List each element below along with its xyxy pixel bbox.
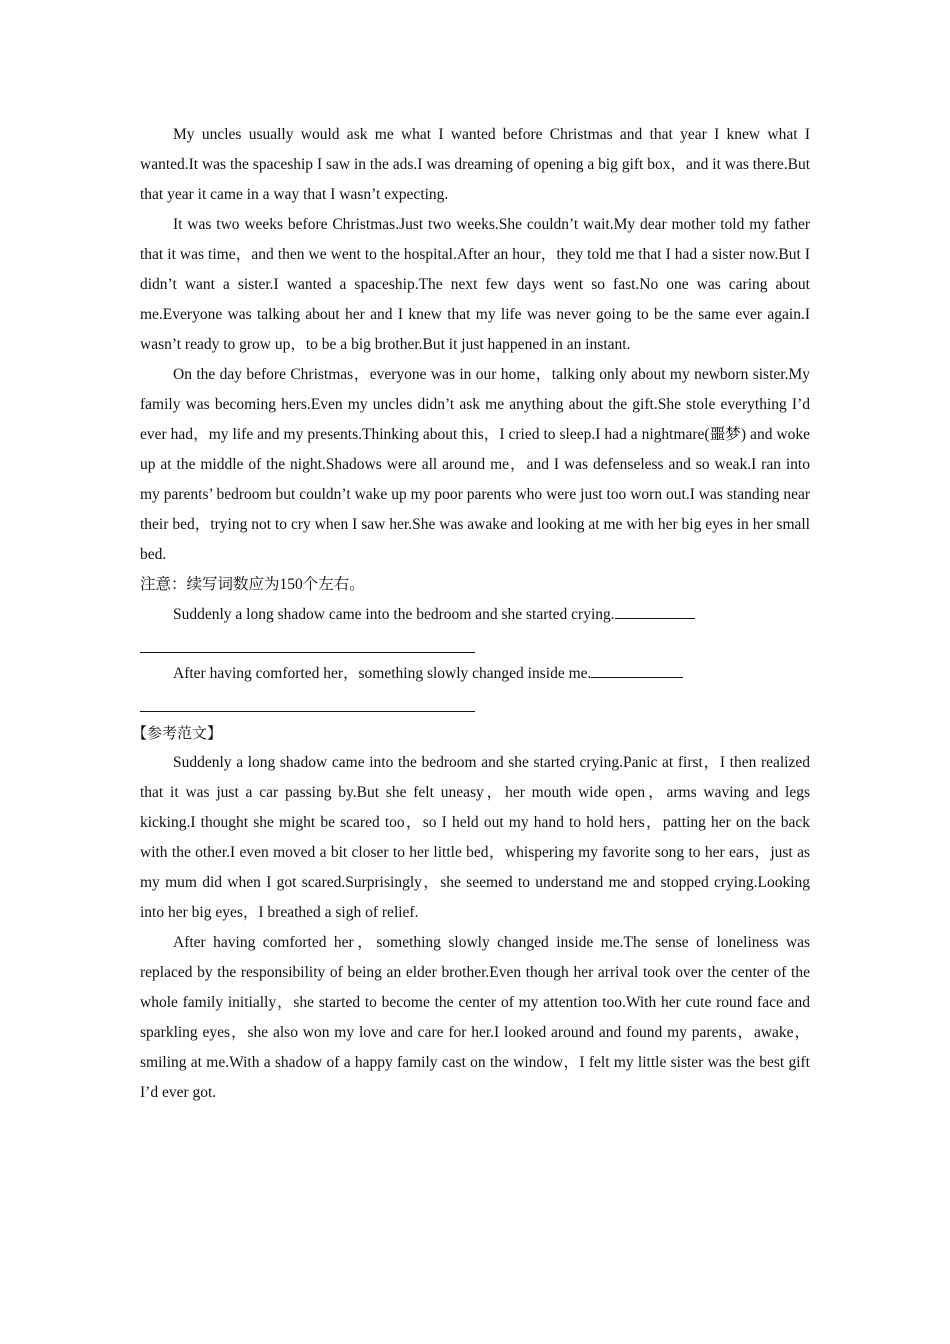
answer-blank-2 — [591, 663, 683, 678]
prompt-1-text: Suddenly a long shadow came into the bedroom and she started crying. — [173, 606, 615, 623]
document-page — [132, 120, 810, 1108]
answer-blank-1 — [615, 604, 695, 619]
reference-heading: 【参考范文】 — [132, 724, 223, 742]
prompt-2-text: After having comforted her，something slowly changed inside me. — [173, 665, 592, 682]
story-paragraph-1: My uncles usually would ask me what I wanted before Christmas and that year I knew what I wanted.It was the spaceship I saw in the ads.I was dreaming of opening a big gift box，and it was there.But that year it came in a way that I wasn’t expecting. — [140, 126, 810, 203]
story-paragraph-3: On the day before Christmas，everyone was in our home，talking only about my newborn sister.My family was becoming hers.Even my uncles didn’t ask me anything about the gift.She stole everything I’d ever had，my life and my presents.Thinking about this，I cried to sleep.I had a nightmare(噩梦) and woke up at the middle of the night.Shadows were all around me，and I was defenseless and so weak.I ran into my parents’ bedroom but couldn’t wake up my poor parents who were just too worn out.I was standing near their bed，trying not to cry when I saw her.She was awake and looking at me with her big eyes in her small bed. — [140, 366, 810, 563]
word-count-note: 注意：续写词数应为150个左右。 — [140, 576, 365, 593]
reference-paragraph-2: After having comforted her，something slowly changed inside me.The sense of loneliness was replaced by the responsibility of being an elder brother.Even though her arrival took over the center of the whole family initially，she started to become the center of my attention too.With her cute round face and sparkling eyes，she also won my love and care for her.I looked around and found my parents，awake，smiling at me.With a shadow of a happy family cast on the window，I felt my little sister was the best gift I’d ever got. — [140, 934, 810, 1101]
continuation-prompt-2 — [140, 659, 810, 689]
continuation-prompt-1 — [140, 600, 810, 630]
story-paragraph-2: It was two weeks before Christmas.Just two weeks.She couldn’t wait.My dear mother told my father that it was time，and then we went to the hospital.After an hour，they told me that I had a sister now.But I didn’t want a sister.I wanted a spaceship.The next few days went so fast.No one was caring about me.Everyone was talking about her and I knew that my life was never going to be the same ever again.I wasn’t ready to grow up，to be a big brother.But it just happened in an instant. — [140, 216, 810, 353]
reference-paragraph-1: Suddenly a long shadow came into the bedroom and she started crying.Panic at first，I then realized that it was just a car passing by.But she felt uneasy，her mouth wide open，arms waving and legs kicking.I thought she might be scared too，so I held out my hand to hold hers，patting her on the back with the other.I even moved a bit closer to her little bed，whispering my favorite song to her ears，just as my mum did when I got scared.Surprisingly，she seemed to understand me and stopped crying.Looking into her big eyes，I breathed a sigh of relief. — [140, 754, 810, 921]
answer-line-2 — [140, 689, 475, 712]
answer-line-1 — [140, 630, 475, 653]
